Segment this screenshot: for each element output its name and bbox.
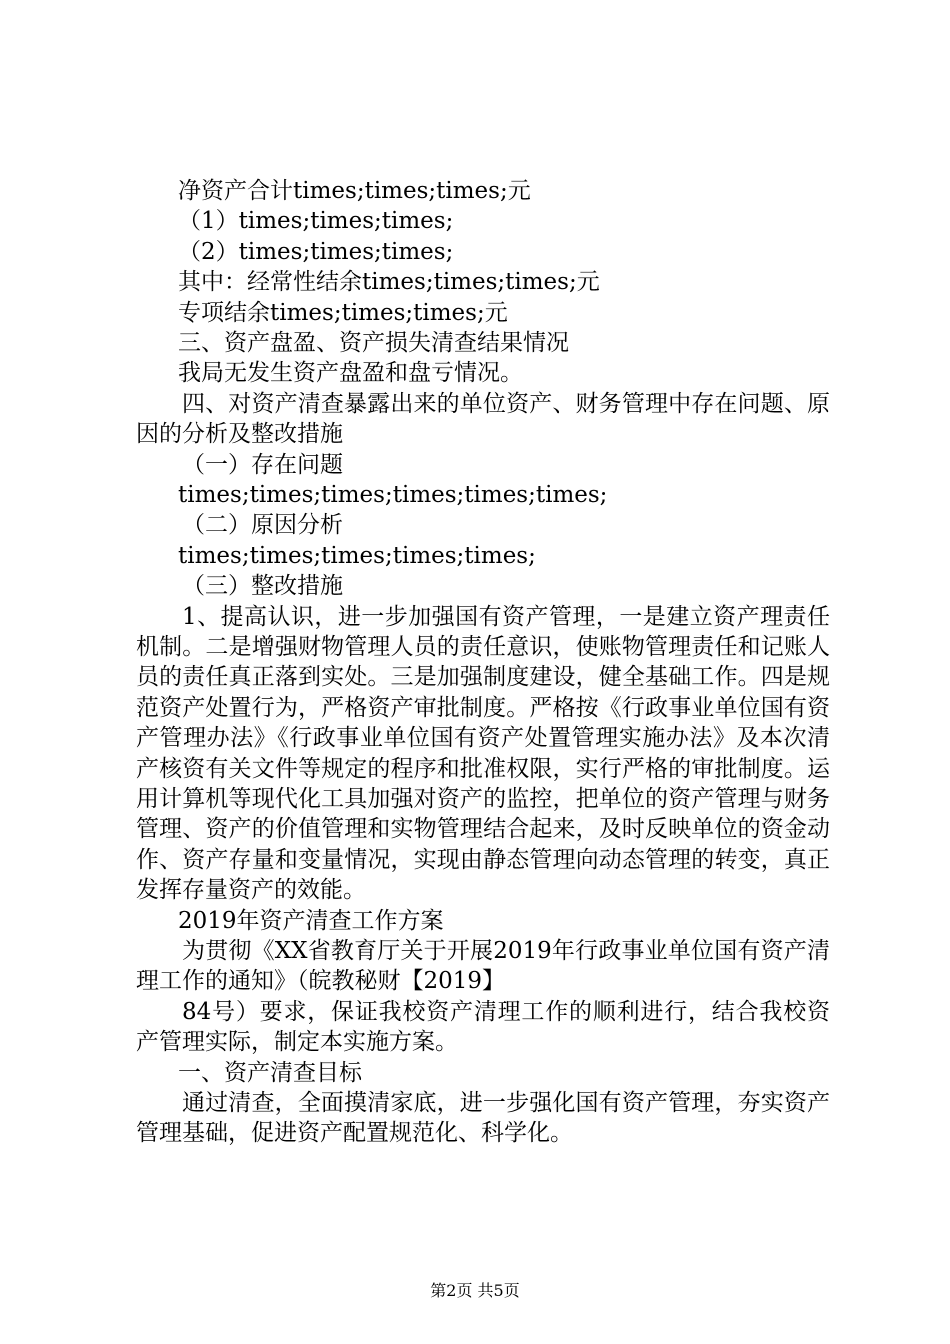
measures-heading: （三）整改措施 [182,573,343,600]
goal-heading: 一、资产清查目标 [178,1059,362,1086]
item-1-line: （1）times;times;times; [178,208,454,235]
special-surplus-line: 专项结余times;times;times;元 [178,299,508,326]
causes-heading: （二）原因分析 [182,512,343,539]
plan-title: 2019年资产清查工作方案 [178,907,444,934]
goal-paragraph: 通过清查，全面摸清家底，进一步强化国有资产管理，夯实资产管理基础，促进资产配置规范化、科学化。 [136,1089,830,1147]
section-3-text: 我局无发生资产盘盈和盘亏情况。 [178,360,523,387]
item-2-line: （2）times;times;times; [178,238,454,265]
causes-text: times;times;times;times;times; [178,542,536,569]
measures-paragraph: 1、提高认识，进一步加强国有资产管理，一是建立资产理责任机制。二是增强财物管理人员的责任意识，使账物管理责任和记账人员的责任真正落到实处。三是加强制度建设，健全基础工作。四是规范资产处置行为，严格资产审批制度。严格按《行政事业单位国有资产管理办法》《行政事业单位国有资产处置管理实施办法》及本次清产核资有关文件等规定的程序和批准权限，实行严格的审批制度。运用计算机等现代化工具加强对资产的监控，把单位的资产管理与财务管理、资产的价值管理和实物管理结合起来，及时反映单位的资金动作、资产存量和变量情况，实现由静态管理向动态管理的转变，真正发挥存量资产的效能。 [136,603,830,904]
regular-surplus-line: 其中：经常性结余times;times;times;元 [178,269,600,296]
section-3-heading: 三、资产盘盈、资产损失清查结果情况 [178,329,569,356]
net-assets-line: 净资产合计times;times;times;元 [178,178,531,204]
intro-paragraph-2: 84号）要求，保证我校资产清理工作的顺利进行，结合我校资产管理实际，制定本实施方案。 [136,998,830,1056]
page-footer: 第2页 共5页 [430,1281,520,1300]
intro-paragraph-1: 为贯彻《XX省教育厅关于开展2019年行政事业单位国有资产清理工作的通知》（皖教秘财【2019】 [136,937,830,995]
problems-heading: （一）存在问题 [182,451,343,478]
problems-text: times;times;times;times;times;times; [178,481,608,508]
document-body [136,176,830,1149]
section-4-heading: 四、对资产清查暴露出来的单位资产、财务管理中存在问题、原因的分析及整改措施 [136,390,830,448]
